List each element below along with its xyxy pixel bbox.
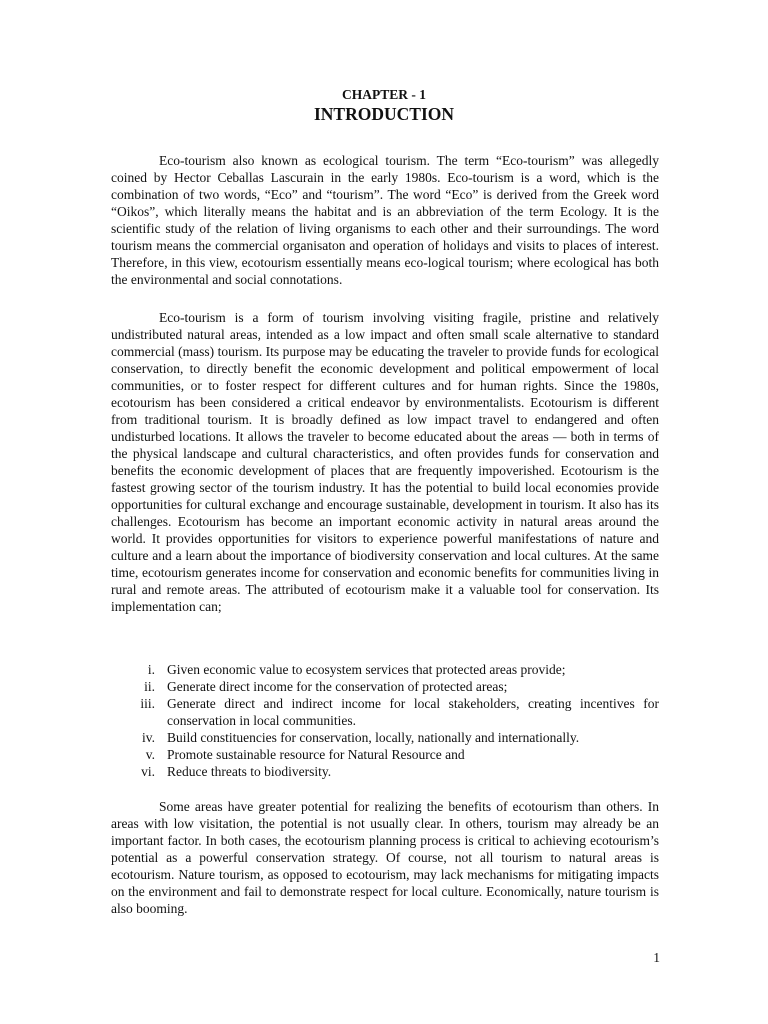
list-item bbox=[111, 763, 659, 780]
list-item-number: ii. bbox=[144, 679, 155, 694]
page-number: 1 bbox=[653, 950, 660, 965]
list-item-text: Generate direct and indirect income for local stakeholders, creating incentives for conservation in local communities. bbox=[167, 696, 659, 728]
paragraph-2: Eco-tourism is a form of tourism involving visiting fragile, pristine and relatively undistributed natural areas, intended as a low impact and often small scale alternative to standard commercial (mass) tourism. Its purpose may be educating the traveler to provide funds for ecological conservation, to directly benefit the economic development and political empowerment of local communities, or to foster respect for different cultures and for human rights. Since the 1980s, ecotourism has been considered a critical endeavor by environmentalists. Ecotourism is different from traditional tourism. It is broadly defined as low impact travel to endangered and often undisturbed locations. It allows the traveler to become educated about the areas — both in terms of the physical landscape and cultural characteristics, and often provides funds for conservation and benefits the economic development of places that are frequently impoverished. Ecotourism is the fastest growing sector of the tourism industry. It has the potential to build local economies provide opportunities for cultural exchange and encourage sustainable, development in tourism. It also has its challenges. Ecotourism has become an important economic activity in natural areas around the world. It provides opportunities for visitors to experience powerful manifestations of nature and culture and a learn about the importance of biodiversity conservation and local cultures. At the same time, ecotourism generates income for conservation and economic benefits for communities living in rural and remote areas. The attributed of ecotourism make it a valuable tool for conservation. Its implementation can; bbox=[111, 310, 659, 614]
list-item-number: iii. bbox=[140, 696, 155, 711]
list-item bbox=[111, 695, 659, 729]
list-item bbox=[111, 746, 659, 763]
list-item-text: Reduce threats to biodiversity. bbox=[167, 764, 332, 779]
list-item-text: Build constituencies for conservation, locally, nationally and internationally. bbox=[167, 730, 580, 745]
list-item-text: Generate direct income for the conservation of protected areas; bbox=[167, 679, 508, 694]
list-item-number: i. bbox=[147, 662, 155, 677]
page-title: INTRODUCTION bbox=[313, 104, 455, 124]
list-item-number: iv. bbox=[142, 730, 155, 745]
list-item bbox=[111, 678, 659, 695]
list-item bbox=[111, 729, 659, 746]
list-item-text: Given economic value to ecosystem services that protected areas provide; bbox=[167, 662, 566, 677]
list-item-number: v. bbox=[145, 747, 155, 762]
list-item-text: Promote sustainable resource for Natural Resource and bbox=[167, 747, 465, 762]
list-item-number: vi. bbox=[141, 764, 155, 779]
implementation-list bbox=[111, 661, 659, 780]
list-item bbox=[111, 661, 659, 678]
paragraph-1: Eco-tourism also known as ecological tourism. The term “Eco-tourism” was allegedly coined by Hector Ceballas Lascurain in the early 1980s. Eco-tourism is a word, which is the combination of two words, “Eco” and “tourism”. The word “Eco” is derived from the Greek word “Oikos”, which literally means the habitat and is an abbreviation of the term Ecology. It is the scientific study of the relation of living organisms to each other and their surroundings. The word tourism means the commercial organisaton and operation of holidays and visits to places of interest. Therefore, in this view, ecotourism essentially means eco-logical tourism; where ecological has both the environmental and social connotations. bbox=[111, 153, 659, 287]
chapter-label: CHAPTER - 1 bbox=[342, 87, 426, 102]
paragraph-3: Some areas have greater potential for realizing the benefits of ecotourism than others. In areas with low visitation, the potential is not usually clear. In others, tourism may already be an important factor. In both cases, the ecotourism planning process is critical to achieving ecotourism’s potential as a powerful conservation strategy. Of course, not all tourism to natural areas is ecotourism. Nature tourism, as opposed to ecotourism, may lack mechanisms for mitigating impacts on the environment and fail to demonstrate respect for local culture. Economically, nature tourism is also booming. bbox=[111, 799, 659, 916]
